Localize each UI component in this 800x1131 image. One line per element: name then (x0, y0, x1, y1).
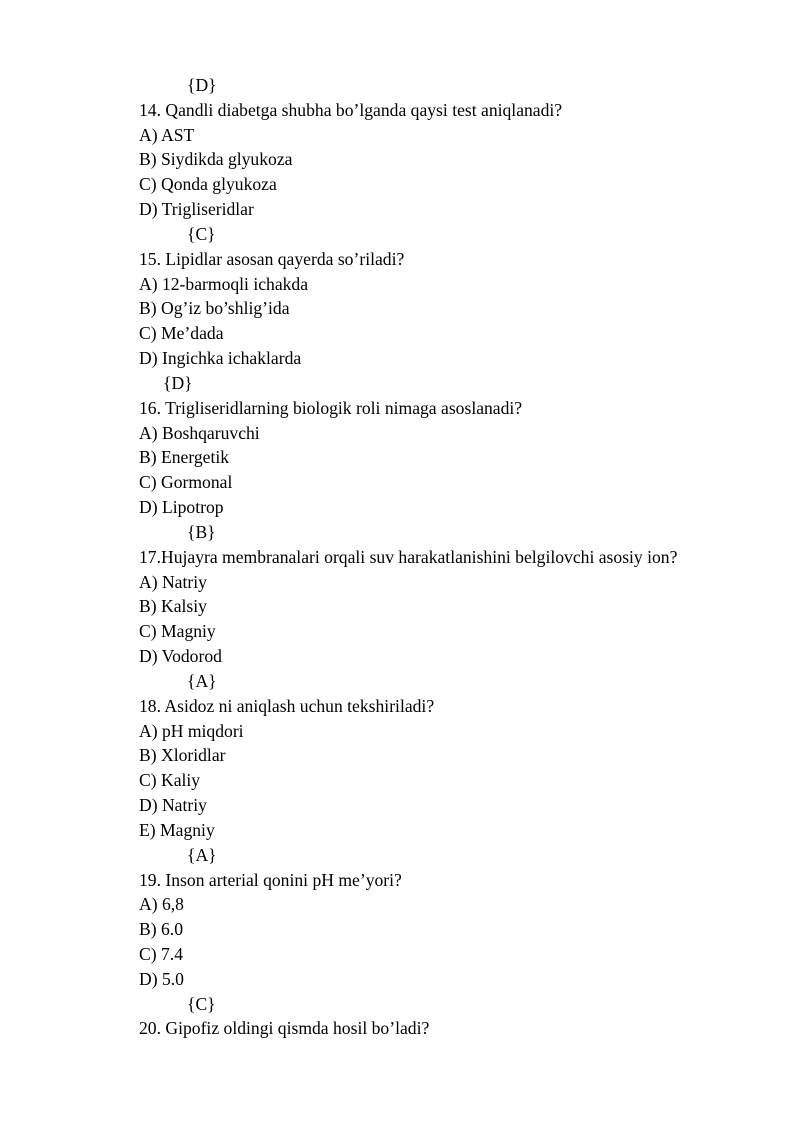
question-17-option-a: A) Natriy (139, 571, 207, 592)
question-19-option-c: C) 7.4 (139, 943, 183, 964)
question-15: 15. Lipidlar asosan qayerda so’riladi? (139, 248, 405, 269)
question-19-option-a: A) 6,8 (139, 894, 184, 915)
answer-key-17: {A} (187, 670, 217, 691)
question-17-option-b: B) Kalsiy (139, 596, 207, 617)
question-16: 16. Trigliseridlarning biologik roli nimaga asoslanadi? (139, 397, 523, 418)
question-15-option-c: C) Me’dada (139, 323, 224, 344)
question-14-option-b: B) Siydikda glyukoza (139, 149, 293, 170)
question-14-option-c: C) Qonda glyukoza (139, 174, 277, 195)
question-16-option-b: B) Energetik (139, 447, 230, 468)
question-18-option-b: B) Xloridlar (139, 745, 226, 766)
question-18-option-c: C) Kaliy (139, 770, 201, 791)
question-18-option-a: A) pH miqdori (139, 720, 244, 741)
answer-key-14: {C} (187, 223, 216, 244)
answer-key-18: {A} (187, 844, 217, 865)
question-18: 18. Asidoz ni aniqlash uchun tekshiriladi? (139, 695, 435, 716)
answer-key-13: {D} (187, 75, 217, 95)
question-15-option-a: A) 12-barmoqli ichakda (139, 273, 309, 294)
question-19-option-d: D) 5.0 (139, 968, 184, 989)
question-16-option-c: C) Gormonal (139, 472, 233, 493)
question-17: 17.Hujayra membranalari orqali suv harakatlanishini belgilovchi asosiy ion? (139, 546, 678, 567)
question-14: 14. Qandli diabetga shubha bo’lganda qaysi test aniqlanadi? (139, 99, 563, 120)
question-15-option-d: D) Ingichka ichaklarda (139, 348, 302, 369)
answer-key-19: {C} (187, 993, 216, 1014)
question-20: 20. Gipofiz oldingi qismda hosil bo’ladi? (139, 1018, 430, 1039)
question-15-option-b: B) Og’iz bo’shlig’ida (139, 298, 290, 319)
answer-key-15: {D} (163, 372, 193, 393)
question-18-option-d: D) Natriy (139, 795, 207, 816)
question-17-option-d: D) Vodorod (139, 646, 222, 667)
question-16-option-a: A) Boshqaruvchi (139, 422, 260, 443)
question-17-option-c: C) Magniy (139, 621, 216, 642)
answer-key-16: {B} (187, 521, 216, 542)
question-19: 19. Inson arterial qonini pH me’yori? (139, 869, 402, 890)
question-14-option-a: A) AST (139, 124, 195, 145)
question-14-option-d: D) Trigliseridlar (139, 199, 254, 220)
question-16-option-d: D) Lipotrop (139, 497, 224, 518)
question-19-option-b: B) 6.0 (139, 919, 183, 940)
quiz-content (139, 73, 739, 1041)
question-18-option-e: E) Magniy (139, 819, 215, 840)
